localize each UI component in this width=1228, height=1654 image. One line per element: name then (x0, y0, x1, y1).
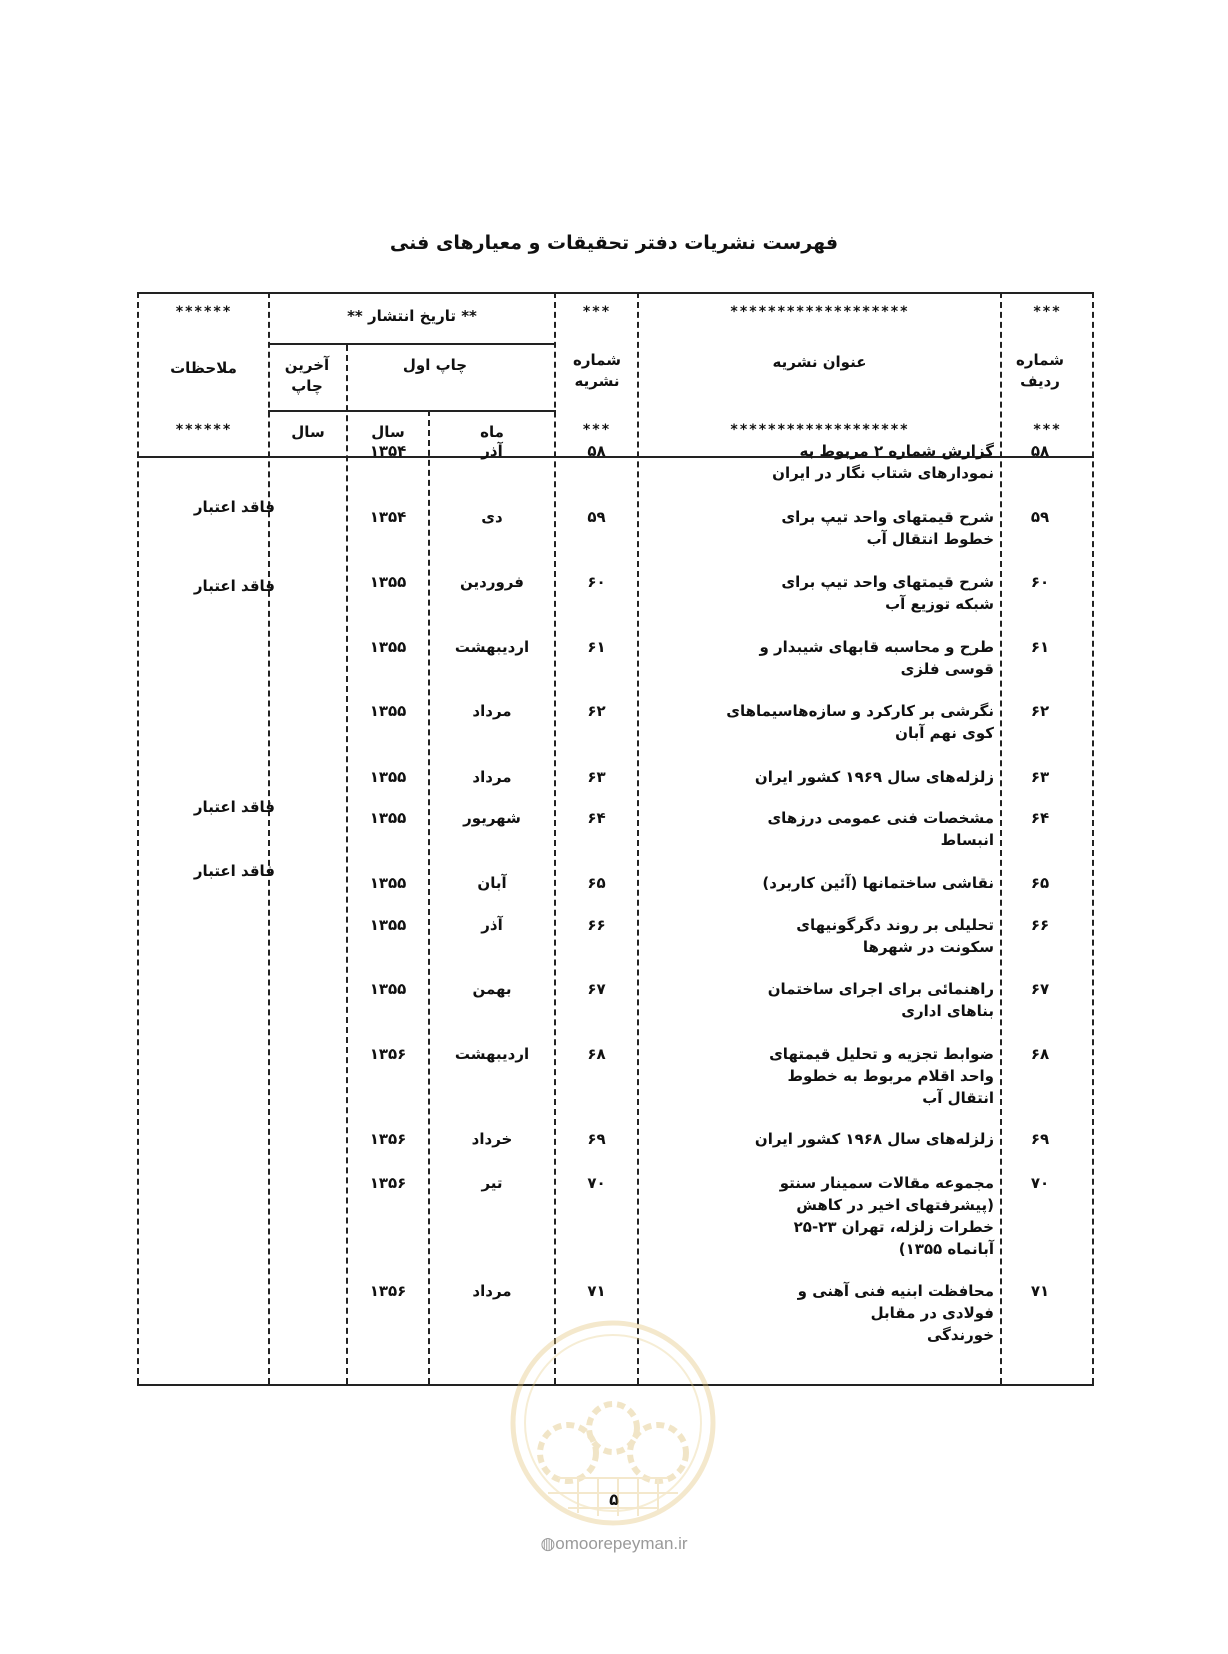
publication-number: ۶۴ (587, 809, 606, 827)
publication-month: اردیبهشت (454, 1045, 530, 1063)
publication-title-line: محافظت ابنیه فنی آهنی و (797, 1282, 994, 1300)
publication-month: اردیبهشت (454, 638, 530, 656)
table-top-line (137, 292, 1094, 294)
publication-month: آذر (481, 442, 503, 460)
publication-number: ۶۲ (587, 702, 606, 720)
publication-title-line: طرح و محاسبه قابهای شیبدار و (759, 638, 994, 656)
publication-year: ۱۳۵۵ (369, 573, 407, 591)
publication-month: دی (481, 508, 503, 526)
row-number: ۶۲ (1030, 702, 1050, 720)
header-pub-no-stars-bottom: *** (582, 422, 611, 438)
header-last-print: آخرین چاپ (284, 356, 330, 395)
publication-month: فروردین (460, 573, 524, 591)
publication-title-line: راهنمائی برای اجرای ساختمان (767, 980, 994, 998)
publication-title-line: نمودارهای شتاب نگار در ایران (772, 464, 994, 482)
row-number: ۵۸ (1030, 442, 1050, 460)
publication-number: ۶۶ (587, 916, 606, 934)
publication-title-line: آبانماه ۱۳۵۵) (898, 1240, 994, 1258)
header-year: سال (371, 423, 405, 441)
row-number: ۶۳ (1030, 768, 1050, 786)
header-notes-stars: ****** (175, 304, 232, 320)
publication-year: ۱۳۵۵ (369, 874, 407, 892)
row-number: ۷۱ (1030, 1282, 1050, 1300)
publication-month: شهریور (463, 809, 521, 827)
footer-url-text[interactable]: omoorepeyman.ir (555, 1534, 688, 1553)
publication-title-line: شرح قیمتهای واحد تیپ برای (781, 508, 994, 526)
row-number: ۵۹ (1030, 508, 1050, 526)
header-row-no: شماره ردیف (1016, 351, 1064, 390)
header-last-year: سال (291, 423, 325, 441)
publication-title-line: گزارش شماره ۲ مربوط به (799, 442, 994, 460)
publication-title-line: نگرشی بر کارکرد و سازه‌هاسیماهای (726, 702, 994, 720)
publication-number: ۶۱ (587, 638, 606, 656)
date-group-line (268, 343, 556, 345)
publication-month: مرداد (472, 768, 512, 786)
publication-number: ۶۷ (587, 980, 606, 998)
row-number: ۷۰ (1030, 1174, 1050, 1192)
row-number: ۶۹ (1030, 1130, 1050, 1148)
publication-number: ۷۰ (587, 1174, 606, 1192)
note-invalid: فاقد اعتبار (193, 798, 275, 816)
publication-title-line: مجموعه مقالات سمینار سنتو (779, 1174, 994, 1192)
publication-number: ۶۰ (587, 573, 606, 591)
publication-number: ۶۳ (587, 768, 606, 786)
row-number: ۶۱ (1030, 638, 1050, 656)
publication-title-line: انبساط (940, 831, 994, 849)
publication-month: مرداد (472, 1282, 512, 1300)
publication-number: ۶۹ (587, 1130, 606, 1148)
publication-number: ۷۱ (587, 1282, 606, 1300)
header-title: عنوان نشریه (772, 353, 867, 371)
publication-title-line: (پیشرفتهای اخیر در کاهش (796, 1196, 994, 1214)
document-title: فهرست نشریات دفتر تحقیقات و معیارهای فنی (389, 232, 839, 254)
publication-month: آبان (477, 874, 507, 892)
publication-month: مرداد (472, 702, 512, 720)
publication-month: تیر (481, 1174, 503, 1192)
note-invalid: فاقد اعتبار (193, 862, 275, 880)
note-invalid: فاقد اعتبار (193, 577, 275, 595)
publication-month: آذر (481, 916, 503, 934)
row-number: ۶۶ (1030, 916, 1050, 934)
watermark-logo-icon (508, 1318, 718, 1528)
publication-year: ۱۳۵۵ (369, 638, 407, 656)
publication-number: ۵۸ (587, 442, 606, 460)
publication-year: ۱۳۵۵ (369, 702, 407, 720)
row-number: ۶۰ (1030, 573, 1050, 591)
header-pub-no-stars: *** (582, 304, 611, 320)
publication-title-line: کوی نهم آبان (895, 724, 994, 742)
header-row-no-stars: *** (1032, 304, 1062, 320)
header-notes-stars-bottom: ****** (175, 422, 232, 438)
globe-icon: ◍ (540, 1534, 556, 1553)
header-title-stars: ******************* (729, 304, 910, 320)
header-pub-no: شماره نشریه (573, 351, 621, 390)
publication-number: ۶۵ (587, 874, 606, 892)
publication-title-line: بناهای اداری (901, 1002, 994, 1020)
publication-month: خرداد (471, 1130, 513, 1148)
header-month: ماه (480, 423, 504, 441)
publication-year: ۱۳۵۶ (369, 1045, 407, 1063)
row-number: ۶۵ (1030, 874, 1050, 892)
publication-title-line: خطرات زلزله، تهران ۲۳-۲۵ (793, 1218, 994, 1236)
header-row-no-stars-bottom: *** (1032, 422, 1062, 438)
row-number: ۶۸ (1030, 1045, 1050, 1063)
publication-number: ۵۹ (587, 508, 606, 526)
publication-title-line: شرح قیمتهای واحد تیپ برای (781, 573, 994, 591)
publication-year: ۱۳۵۵ (369, 980, 407, 998)
column-divider-year (428, 410, 430, 1384)
publication-title-line: فولادی در مقابل (870, 1304, 994, 1322)
publication-title-line: مشخصات فنی عمومی درزهای (767, 809, 994, 827)
publication-title-line: واحد اقلام مربوط به خطوط (787, 1067, 994, 1085)
publication-year: ۱۳۵۶ (369, 1282, 407, 1300)
publication-title-line: خطوط انتقال آب (866, 530, 994, 548)
footer-url[interactable] (0, 1534, 1228, 1554)
header-notes: ملاحظات (170, 359, 237, 377)
row-number: ۶۷ (1030, 980, 1050, 998)
page-number: ۵ (609, 1490, 619, 1509)
column-divider-last-print (346, 345, 348, 1384)
publication-title-line: زلزله‌های سال ۱۹۶۸ کشور ایران (754, 1130, 994, 1148)
publication-year: ۱۳۵۵ (369, 809, 407, 827)
publication-number: ۶۸ (587, 1045, 606, 1063)
publication-title-line: تحلیلی بر روند دگرگونیهای (796, 916, 994, 934)
publication-title-line: نقاشی ساختمانها (آئین کاربرد) (762, 874, 994, 892)
row-number: ۶۴ (1030, 809, 1050, 827)
header-title-stars-bottom: ******************* (729, 422, 910, 438)
publication-title-line: زلزله‌های سال ۱۹۶۹ کشور ایران (754, 768, 994, 786)
publication-title-line: انتقال آب (922, 1089, 994, 1107)
publication-year: ۱۳۵۶ (369, 1130, 407, 1148)
print-group-line (268, 410, 556, 412)
note-invalid: فاقد اعتبار (193, 498, 275, 516)
publication-title-line: خورندگی (926, 1326, 994, 1344)
header-first-print: چاپ اول (402, 356, 468, 374)
publication-title-line: شبکه توزیع آب (885, 595, 994, 613)
publication-month: بهمن (472, 980, 512, 998)
publication-year: ۱۳۵۶ (369, 1174, 407, 1192)
publication-year: ۱۳۵۵ (369, 768, 407, 786)
publication-title-line: قوسی فلزی (900, 660, 994, 678)
publication-year: ۱۳۵۴ (369, 508, 407, 526)
publication-title-line: سکونت در شهرها (862, 938, 994, 956)
header-date-group: ** تاریخ انتشار ** (347, 307, 477, 325)
publication-year: ۱۳۵۵ (369, 916, 407, 934)
publication-title-line: ضوابط تجزیه و تحلیل قیمتهای (769, 1045, 994, 1063)
publication-year: ۱۳۵۴ (369, 442, 407, 460)
